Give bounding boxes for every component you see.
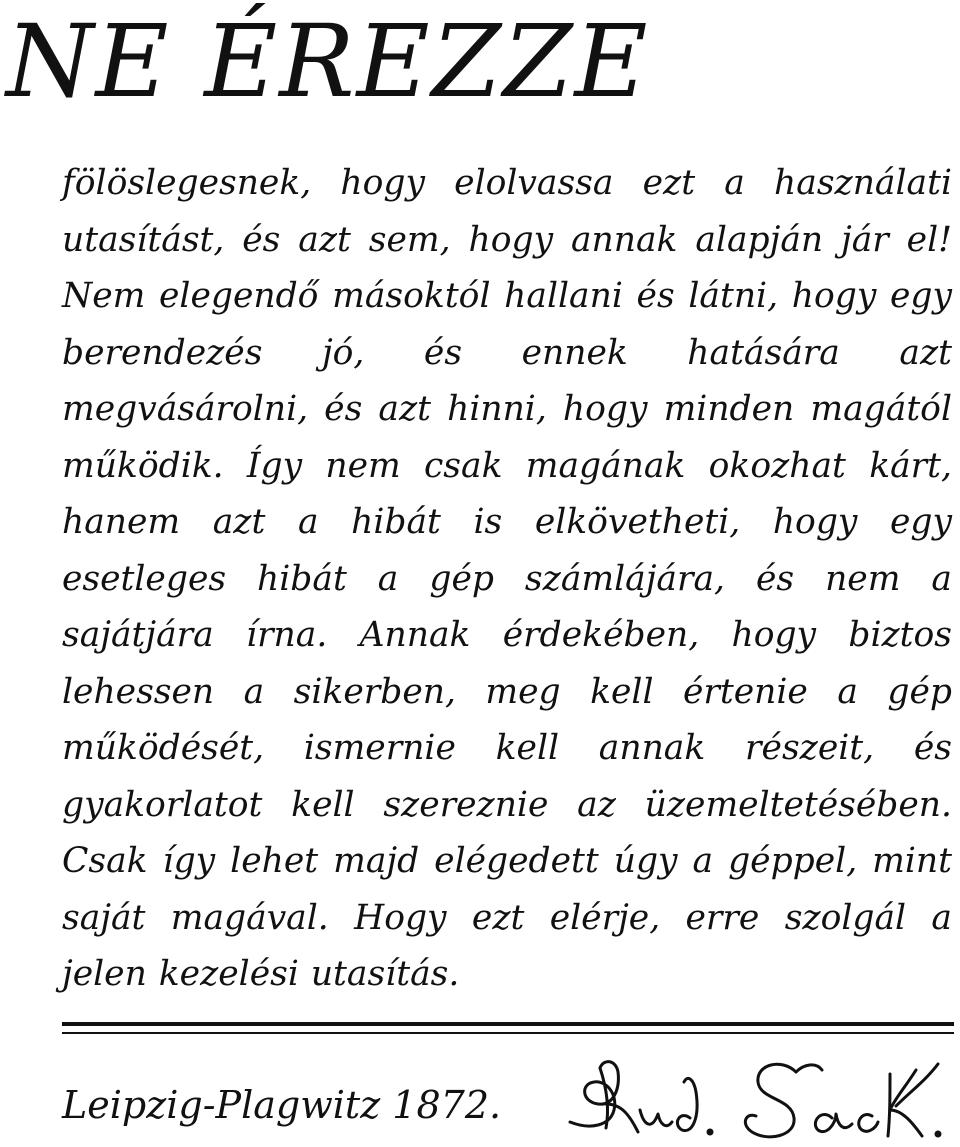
handwritten-signature bbox=[560, 1052, 958, 1144]
divider-thick bbox=[62, 1022, 954, 1026]
page-title: NE ÉREZZE bbox=[6, 3, 650, 120]
divider-thin bbox=[62, 1032, 954, 1034]
body-paragraph: fölöslegesnek, hogy elolvassa ezt a használati utasítást, és azt sem, hogy annak alapján jár el! Nem elegendő másoktól hallani és látni, hogy egy berendezés jó, és ennek hatására azt megvásárolni, és azt hinni, hogy minden magától működik. Így nem csak magának okozhat kárt, hanem azt a hibát is elkövetheti, hogy egy esetleges hibát a gép számlájára, és nem a sajátjára írna. Annak érdekében, hogy biztos lehessen a sikerben, meg kell értenie a gép működését, ismernie kell annak részeit, és gyakorlatot kell szereznie az üzemeltetésében. Csak így lehet majd elégedett úgy a géppel, mint saját magával. Hogy ezt elérje, erre szolgál a jelen kezelési utasítás. bbox=[62, 163, 952, 994]
place-and-date: Leipzig-Plagwitz 1872. bbox=[62, 1083, 502, 1127]
